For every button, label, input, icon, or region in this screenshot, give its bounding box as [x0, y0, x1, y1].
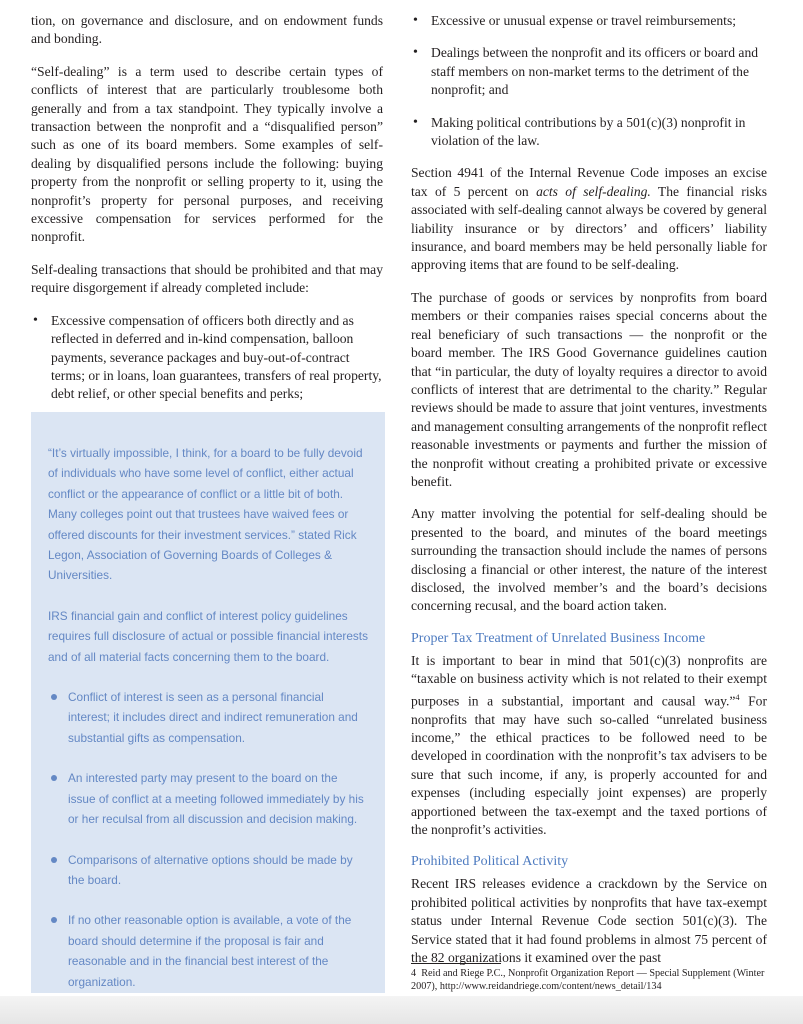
left-bullet-list: [31, 312, 383, 404]
list-item: If no other reasonable option is available, a vote of the board should determine if the proposal is fair and reasonable and in the financial best interest of the organization.: [48, 910, 368, 992]
list-item: An interested party may present to the board on the issue of conflict at a meeting followed immediately by his or her reculsal from all discussion and decision making.: [48, 768, 368, 829]
list-item: • Excessive compensation of officers both directly and as reflected in deferred and in-kind compensation, balloon payments, severance packages and buy-out-of-contract terms; or in loans, loan guarantees, transfers of real property, debt relief, or other special benefits and perks;: [31, 312, 383, 404]
list-item: Comparisons of alternative options should be made by the board.: [48, 850, 368, 891]
list-item: • Making political contributions by a 501(c)(3) nonprofit in violation of the law.: [411, 114, 767, 151]
heading-prohibited-political-activity: Prohibited Political Activity: [411, 854, 569, 870]
list-item: Conflict of interest is seen as a personal financial interest; it includes direct and indirect remuneration and substantial gifts as compensation.: [48, 687, 368, 748]
self-dealing-paragraph: “Self-dealing” is a term used to describe certain types of conflicts of interest that are particularly troublesome both generally and from a tax standpoint. They typically involve a transaction between the nonprofit and a “disqualified person” such as one of its board members. Some examples of self-dealing by disqualified persons include the following: buying property from the nonprofit or selling property to it, using the nonprofit’s property for personal purposes, and receiving excessive compensation for services performed for the nonprofit.: [31, 63, 383, 245]
board-matter-paragraph: Any matter involving the potential for self-dealing should be presented to the board, and minutes of the board meetings surrounding the transaction should include the names of persons disclosing a financial or other interest, the nature of the interest disclosed, the involved member’s and the board’s decisions concerning recusal, and the board action taken.: [411, 506, 767, 614]
tax-treatment-paragraph: It is important to bear in mind that 501(c)(3) nonprofits are “taxable on business activity which is not related to their exempt purposes in a substantial, important and causal way.”$^4$ For nonprofits that may have such so-called “unrelated business income,” the ethical practices to be followed need to be developed in coordination with the nonprofit’s tax advisers to be sure that such income, if any, is properly accounted for and expenses (including especially joint expenses) are properly apportioned between the tax-exempt and the taxed portions of the nonprofit’s activities.: [411, 652, 767, 837]
prohibited-transactions-intro: Self-dealing transactions that should be prohibited and that may require disgorgement if already completed include:: [31, 261, 383, 296]
left-paragraph-1: tion, on governance and disclosure, and on endowment funds and bonding.: [31, 13, 383, 47]
political-activity-paragraph: Recent IRS releases evidence a crackdown by the Service on prohibited political activities by nonprofits that have tax-exempt status under Internal Revenue Code section 501(c)(3). The Service stated that it had found problems in almost 75 percent of the 82 organizations it examined over the past: [411, 876, 767, 965]
sidebar-callout: [31, 412, 385, 993]
list-item: • Dealings between the nonprofit and its officers or board and staff members on non-market terms to the detriment of the nonprofit; and: [411, 44, 767, 99]
list-item: • Excessive or unusual expense or travel reimbursements;: [411, 12, 767, 30]
footnote-text: Reid and Riege P.C., Nonprofit Organization Report — Special Supplement (Winter 2007), http://www.reidandriege.com/content/news_detail/134: [411, 968, 765, 992]
sidebar-guidelines: IRS financial gain and conflict of interest policy guidelines requires full disclosure of actual or possible financial interests and of all material facts concerning them to the board.: [48, 608, 368, 664]
footnote-number: 4: [411, 968, 417, 979]
page-bottom-band: [0, 996, 803, 1024]
purchase-paragraph: The purchase of goods or services by nonprofits from board members or their companies raises special concerns about the real beneficiary of such transactions — the nonprofit or the board member. The IRS Good Governance guidelines caution that “in particular, the duty of loyalty requires a director to avoid conflicts of interest that are detrimental to the charity.” Regular reviews should be made to assure that joint ventures, investments and management consulting arrangements of the nonprofit reflect reasonable investments or payments and further the mission of the nonprofit without creating a prohibited private or excessive benefit.: [411, 289, 767, 489]
right-bullet-list: [411, 12, 767, 150]
sidebar-quote: “It’s virtually impossible, I think, for a board to be fully devoid of individuals who have some level of conflict, either actual conflict or the appearance of conflict or a little bit of both. Many colleges point out that trustees have waived fees or offered discounts for their investment services.” stated Rick Legon, Association of Governing Boards of Colleges & Universities.: [48, 446, 363, 583]
footnote-reference: 4: [735, 692, 740, 702]
acts-of-self-dealing-emphasis: acts of self-dealing.: [536, 183, 651, 199]
section-4941-paragraph: Section 4941 of the Internal Revenue Code imposes an excise tax of 5 percent on acts of self-dealing. The financial risks associated with self-dealing cannot always be covered by general liability insurance or by directors’ and officers’ liability insurance, and board members may be held personally liable for approving items that are found to be self-dealing.: [411, 165, 767, 273]
footnote-divider: [411, 963, 501, 964]
left-column: [31, 12, 383, 418]
right-column: [411, 12, 767, 981]
heading-unrelated-business-income: Proper Tax Treatment of Unrelated Business Income: [411, 630, 706, 646]
footnote: [411, 967, 767, 993]
sidebar-bullet-list: [48, 687, 368, 992]
